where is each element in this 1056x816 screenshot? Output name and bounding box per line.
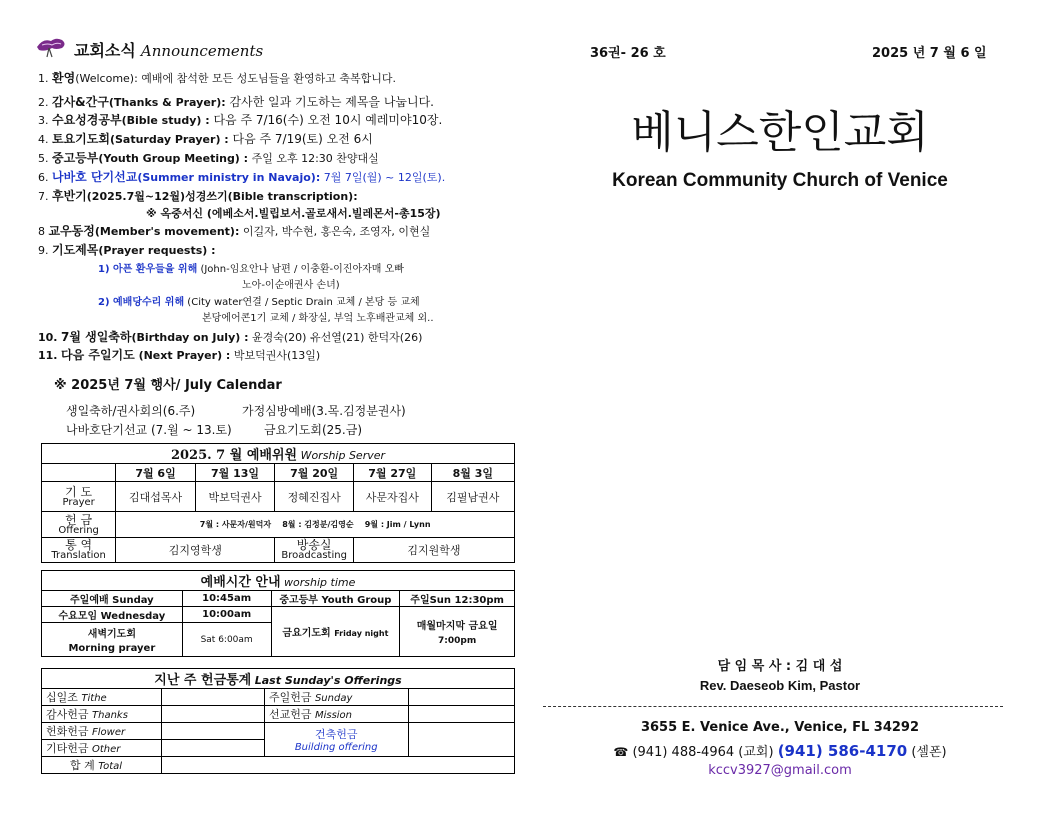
worship-time-title: 예배시간 안내 worship time <box>42 571 515 591</box>
prayer-request-detail: 노아-이순애권사 손녀) <box>242 280 340 291</box>
announcement-item: 3. 수요성경공부(Bible study) : 다음 주 7/16(수) 오전 10시 예레미야10장. <box>38 113 443 127</box>
calendar-event: 나바호단기선교 (7.월 ~ 13.토) <box>66 423 232 437</box>
service-time: 10:00am <box>182 607 271 623</box>
prayer-row-label: 기 도 Prayer <box>42 482 116 512</box>
worship-server-table <box>41 443 515 563</box>
bible-books: ※ 옥중서신 (에베소서.빌립보서.골로새서.빌레몬서-총15장) <box>146 207 441 220</box>
service-time: 매월마지막 금요일 7:00pm <box>400 607 515 657</box>
prayer-request-item: 1) 아픈 환우들을 위해 (John-임요안나 남편 / 이충환-이진아자매 오빠 <box>98 264 404 275</box>
section-title-en: Announcements <box>140 42 264 60</box>
announcement-item: 11. 다음 주일기도 (Next Prayer) : 박보덕권사(13일) <box>38 348 321 362</box>
telephone-icon: ☎ <box>613 745 629 759</box>
offering-label: 헌화헌금 Flower <box>42 723 162 740</box>
pastor-ko: 담 임 목 사 : 김 대 섭 <box>717 659 843 674</box>
calendar-title: ※ 2025년 7월 행사/ July Calendar <box>54 378 282 393</box>
offering-amount <box>408 723 515 757</box>
church-address: 3655 E. Venice Ave., Venice, FL 34292 <box>640 720 920 735</box>
announcement-item: 1. 환영(Welcome): 예배에 참석한 모든 성도님들을 환영하고 축복합니다. <box>38 71 397 85</box>
offerings-title: 지난 주 헌금통계 Last Sunday's Offerings <box>42 669 515 689</box>
announcement-item: 9. 기도제목(Prayer requests) : <box>38 243 216 257</box>
service-name: 금요기도회 Friday night <box>271 607 400 657</box>
prayer-request-item: 2) 예배당수리 위해 (City water연결 / Septic Drain 교체 / 본당 등 교체 <box>98 297 420 308</box>
date-header: 7월 13일 <box>195 464 275 482</box>
date-header: 8월 3일 <box>431 464 514 482</box>
service-time: 10:45am <box>182 591 271 607</box>
offering-label: 주일헌금 Sunday <box>264 689 408 706</box>
offering-label: 기타헌금 Other <box>42 740 162 757</box>
prayer-name: 박보덕권사 <box>195 482 275 512</box>
announcement-item: 10. 7월 생일축하(Birthday on July) : 윤경숙(20) 유선열(21) 한덕자(26) <box>38 330 423 344</box>
offerings-table <box>41 668 515 774</box>
announcement-item: 7. 후반기(2025.7월~12월)성경쓰기(Bible transcription): <box>38 189 358 203</box>
offering-amount <box>162 706 265 723</box>
service-name: 수요모임 Wednesday <box>42 607 183 623</box>
translation-row-label: 통 역 Translation <box>42 538 116 563</box>
offering-label: 십일조 Tithe <box>42 689 162 706</box>
offering-label: 선교헌금 Mission <box>264 706 408 723</box>
church-name-en: Korean Community Church of Venice <box>612 170 948 191</box>
offering-amount <box>162 740 265 757</box>
announcement-item: 5. 중고등부(Youth Group Meeting) : 주일 오후 12:30 찬양대실 <box>38 151 379 165</box>
offering-amount <box>162 723 265 740</box>
prayer-request-detail: 본당에어콘1기 교체 / 화장실, 부엌 노후배관교체 외.. <box>202 313 434 324</box>
calendar-event: 금요기도회(25.금) <box>264 423 362 437</box>
date-header: 7월 6일 <box>116 464 195 482</box>
date-header: 7월 20일 <box>275 464 354 482</box>
broadcast-label: 방송실 Broadcasting <box>275 538 354 563</box>
service-time: 주일Sun 12:30pm <box>400 591 515 607</box>
calendar-event: 가정심방예배(3.목.김정분권사) <box>242 404 406 418</box>
pastor-en: Rev. Daeseob Kim, Pastor <box>699 678 861 693</box>
offering-row-label: 헌 금 Offering <box>42 512 116 538</box>
offering-label: 건축헌금 Building offering <box>264 723 408 757</box>
offering-label: 합 계 Total <box>42 757 162 774</box>
prayer-name: 정혜진집사 <box>275 482 354 512</box>
service-name: 중고등부 Youth Group <box>271 591 400 607</box>
worship-time-table <box>41 570 515 657</box>
bulletin-date: 2025 년 7 월 6 일 <box>872 46 987 61</box>
prayer-name: 김대섭목사 <box>116 482 195 512</box>
church-email[interactable]: kccv3927@gmail.com <box>708 763 852 778</box>
announcements-icon <box>34 36 68 60</box>
broadcast-name: 김지원학생 <box>354 538 515 563</box>
announcement-item: 2. 감사&간구(Thanks & Prayer): 감사한 일과 기도하는 제목을 나눕니다. <box>38 95 435 109</box>
announcement-item: 4. 토요기도회(Saturday Prayer) : 다음 주 7/19(토) 오전 6시 <box>38 132 373 146</box>
worship-server-title: 2025. 7 월 예배위원 Worship Server <box>42 444 515 464</box>
announcement-item: 8 교우동정(Member's movement): 이길자, 박수현, 홍은숙, 조영자, 이현실 <box>38 224 431 238</box>
offering-amount <box>408 689 515 706</box>
prayer-name: 사문자집사 <box>354 482 432 512</box>
prayer-name: 김필남권사 <box>431 482 514 512</box>
service-time: Sat 6:00am <box>182 623 271 657</box>
offering-schedule: 7월 : 사문자/원덕자 8월 : 김정분/김영순 9월 : Jim / Lynn <box>116 512 515 538</box>
church-phones: ☎ (941) 488-4964 (교회) (941) 586-4170 (셀폰) <box>613 742 947 760</box>
offering-amount <box>162 757 515 774</box>
issue-number: 36권- 26 호 <box>590 46 666 61</box>
announcement-item: 6. 나바호 단기선교(Summer ministry in Navajo): 7월 7일(월) ~ 12일(토). <box>38 170 446 184</box>
date-header: 7월 27일 <box>354 464 432 482</box>
section-title-ko: 교회소식 <box>74 41 136 60</box>
service-name: 주일예배 Sunday <box>42 591 183 607</box>
offering-amount <box>162 689 265 706</box>
calendar-event: 생일축하/권사회의(6.주) <box>66 404 196 418</box>
church-name-ko: 베니스한인교회 <box>631 107 929 158</box>
offering-amount <box>408 706 515 723</box>
divider <box>543 706 1003 707</box>
service-name: 새벽기도회 Morning prayer <box>42 623 183 657</box>
translation-name: 김지영학생 <box>116 538 275 563</box>
offering-label: 감사헌금 Thanks <box>42 706 162 723</box>
